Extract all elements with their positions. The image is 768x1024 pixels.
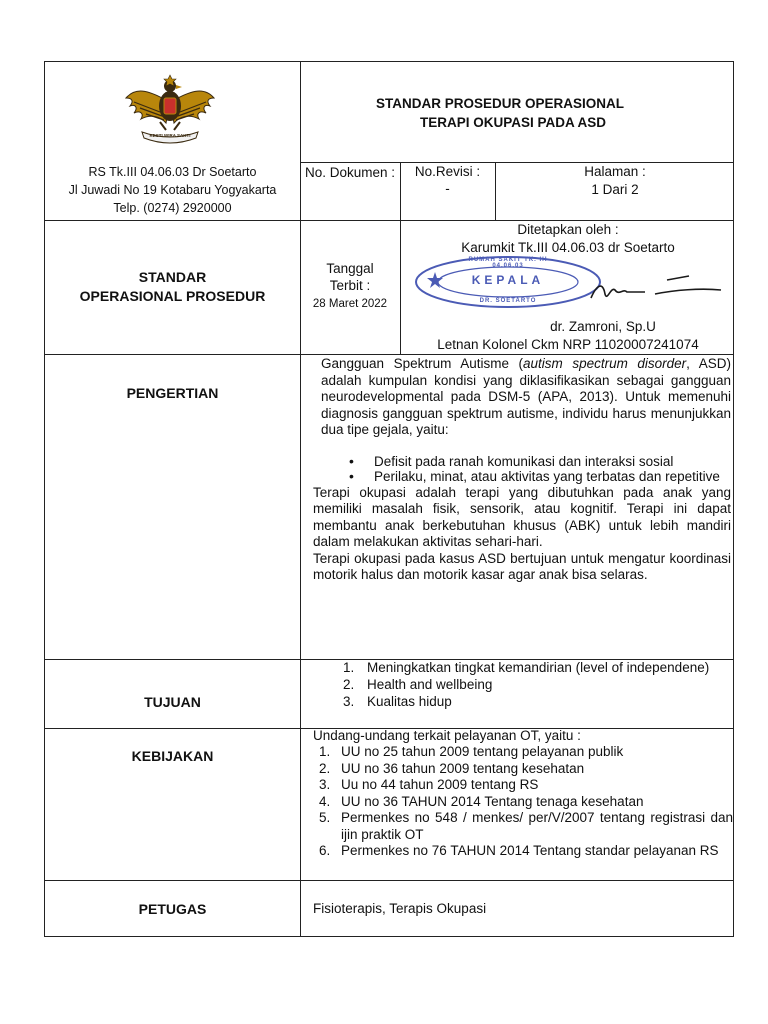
sop-label-line-1: STANDAR — [138, 269, 207, 285]
list-item: 3. Uu no 44 tahun 2009 tentang RS — [319, 777, 539, 792]
halaman-cell — [495, 163, 735, 199]
signer-block — [401, 318, 735, 354]
tanggal-label-1: Tanggal — [326, 261, 374, 276]
list-item: 4. UU no 36 TAHUN 2014 Tentang tenaga kesehatan — [319, 793, 644, 809]
page-title — [300, 94, 735, 132]
hospital-phone: Telp. (0274) 2920000 — [113, 201, 232, 215]
tanggal-label-2: Terbit : — [329, 278, 371, 293]
pengertian-label: PENGERTIAN — [126, 385, 219, 401]
karumkit-label: Karumkit Tk.III 04.06.03 dr Soetarto — [461, 240, 675, 255]
list-item: 1. Meningkatkan tingkat kemandirian (level of independene) — [343, 660, 710, 675]
kebijakan-content — [313, 728, 733, 860]
logo-motto: KESTI WIRA SAKTI — [149, 133, 191, 138]
hospital-logo — [120, 68, 220, 146]
ditetapkan-label: Ditetapkan oleh : — [517, 222, 619, 237]
hospital-address: Jl Juwadi No 19 Kotabaru Yogyakarta — [68, 183, 277, 197]
no-revisi-value: - — [445, 181, 450, 196]
petugas-label: PETUGAS — [138, 901, 207, 917]
hospital-info — [45, 163, 300, 217]
tanggal-value: 28 Maret 2022 — [312, 298, 388, 310]
sop-document — [44, 61, 734, 937]
kebijakan-list — [297, 744, 733, 860]
list-item: 6. Permenkes no 76 TAHUN 2014 Tentang standar pelayanan RS — [319, 843, 719, 858]
no-dokumen-label: No. Dokumen : — [304, 165, 396, 180]
list-item: 5. Permenkes no 548 / menkes/ per/V/2007 tentang registrasi dan ijin praktik OT — [319, 810, 733, 842]
hospital-name: RS Tk.III 04.06.03 Dr Soetarto — [88, 165, 257, 179]
list-item: • Perilaku, minat, atau aktivitas yang terbatas dan repetitive — [321, 469, 731, 484]
stamp-text-top: RUMAH SAKIT TK. III 04.06.03 — [468, 257, 548, 269]
halaman-value: 1 Dari 2 — [591, 182, 639, 197]
sop-label — [45, 268, 300, 306]
list-item: 1. UU no 25 tahun 2009 tentang pelayanan publik — [319, 744, 624, 759]
title-line-1: STANDAR PROSEDUR OPERASIONAL — [376, 96, 625, 111]
divider-sop-bottom — [45, 354, 733, 355]
pengertian-paragraph-2: Terapi okupasi adalah terapi yang dibutuhkan pada anak yang memiliki masalah fisik, sensorik, atau kognitif. Terapi ini dapat membantu anak berkebutuhan khusus (ABK) untuk lebih mandiri dalam melakukan aktivitas sehari-hari. — [313, 484, 731, 549]
kebijakan-label: KEBIJAKAN — [131, 748, 214, 764]
kebijakan-intro: Undang-undang terkait pelayanan OT, yaitu : — [313, 728, 581, 743]
signature — [585, 268, 725, 308]
signer-rank: Letnan Kolonel Ckm NRP 11020007241074 — [437, 337, 699, 352]
pengertian-p1-rest: , ASD) adalah kumpulan kondisi yang diklasifikasikan sebagai gangguan neurodevelopmental pada DSM-5 (APA, 2013). Untuk memenuhi diagnosis gangguan spektrum autisme, individu harus menunjukkan dua tipe gejala, yaitu: — [321, 356, 731, 437]
stamp-text-center: KEPALA — [471, 273, 545, 287]
petugas-value: Fisioterapis, Terapis Okupasi — [313, 901, 487, 916]
tujuan-list — [321, 659, 733, 710]
list-item: 2. Health and wellbeing — [343, 677, 493, 692]
tanggal-terbit-cell — [300, 260, 400, 313]
pengertian-p1-prefix: Gangguan Spektrum Autisme ( — [321, 356, 524, 371]
pengertian-bullets — [313, 454, 731, 484]
signer-name: dr. Zamroni, Sp.U — [550, 319, 656, 334]
pengertian-paragraph-3: Terapi okupasi pada kasus ASD bertujuan untuk mengatur koordinasi motorik halus dan motorik kasar agar anak bisa selaras. — [313, 550, 731, 582]
halaman-label: Halaman : — [584, 164, 646, 179]
list-item: 2. UU no 36 tahun 2009 tentang kesehatan — [319, 760, 585, 776]
ditetapkan-cell — [401, 221, 735, 257]
tujuan-label: TUJUAN — [144, 694, 201, 710]
title-line-2: TERAPI OKUPASI PADA ASD — [420, 115, 607, 130]
handwritten-signature-icon — [585, 268, 725, 308]
sop-label-line-2: OPERASIONAL PROSEDUR — [79, 288, 266, 304]
no-revisi-label: No.Revisi : — [414, 164, 481, 179]
list-item: • Defisit pada ranah komunikasi dan interaksi sosial — [321, 454, 731, 469]
divider-kebijakan-bottom — [45, 880, 733, 881]
stamp-text-bottom: DR. SOETARTO — [479, 298, 537, 304]
list-item: 3. Kualitas hidup — [343, 694, 452, 709]
no-revisi-cell — [400, 163, 495, 197]
official-stamp — [413, 254, 603, 310]
pengertian-p1-term: autism spectrum disorder — [523, 356, 687, 371]
pengertian-content — [313, 356, 731, 584]
pengertian-paragraph-1 — [313, 356, 731, 439]
